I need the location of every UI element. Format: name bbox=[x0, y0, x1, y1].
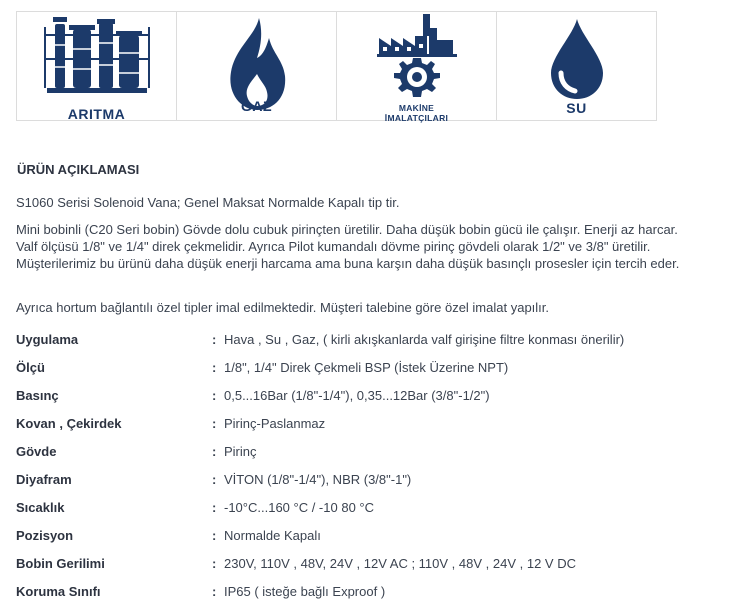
spec-value: 0,5...16Bar (1/8"-1/4"), 0,35...12Bar (3/8"-1/2") bbox=[224, 387, 490, 403]
factory-gear-icon bbox=[377, 14, 457, 100]
spec-table bbox=[16, 325, 624, 605]
spec-value: 230V, 110V , 48V, 24V , 12V AC ; 110V , 48V , 24V , 12 V DC bbox=[224, 555, 576, 571]
description-line-3: Müşterilerimiz bu ürünü daha düşük enerji harcama ama buna karşın daha düşük basınçlı prosesler için tercih eder. bbox=[16, 256, 680, 271]
spec-key: Koruma Sınıfı bbox=[16, 583, 101, 599]
spec-row bbox=[16, 521, 624, 549]
spec-row bbox=[16, 437, 624, 465]
spec-row bbox=[16, 577, 624, 605]
spec-separator: : bbox=[212, 499, 217, 515]
spec-key: Diyafram bbox=[16, 471, 72, 487]
category-tile-gaz[interactable] bbox=[176, 11, 337, 121]
spec-key: Basınç bbox=[16, 387, 59, 403]
water-drop-icon bbox=[547, 17, 607, 101]
spec-value: Hava , Su , Gaz, ( kirli akışkanlarda valf girişine filtre konması önerilir) bbox=[224, 331, 625, 347]
spec-value: IP65 ( isteğe bağlı Exproof ) bbox=[224, 583, 386, 599]
spec-separator: : bbox=[212, 359, 217, 375]
spec-separator: : bbox=[212, 555, 217, 571]
spec-separator: : bbox=[212, 527, 217, 543]
spec-value: Normalde Kapalı bbox=[224, 527, 321, 543]
category-tile-aritma[interactable] bbox=[16, 11, 177, 121]
spec-key: Kovan , Çekirdek bbox=[16, 415, 122, 431]
description-intro: S1060 Serisi Solenoid Vana; Genel Maksat Normalde Kapalı tip tir. bbox=[16, 195, 400, 210]
category-label-makine-line2: İMALATÇILARI bbox=[384, 113, 449, 123]
spec-key: Gövde bbox=[16, 443, 57, 459]
category-label-gaz: GAZ bbox=[240, 98, 273, 114]
section-title: ÜRÜN AÇIKLAMASI bbox=[17, 162, 140, 177]
category-label-su: SU bbox=[566, 100, 587, 116]
spec-separator: : bbox=[212, 443, 217, 459]
spec-value: VİTON (1/8"-1/4"), NBR (3/8"-1") bbox=[224, 471, 412, 487]
description-line-1: Mini bobinli (C20 Seri bobin) Gövde dolu cubuk pirinçten üretilir. Daha düşük bobin gücü ile çalışır. Enerji az harcar. bbox=[16, 222, 678, 237]
category-label-aritma: ARITMA bbox=[67, 106, 126, 122]
description-line-2: Valf ölçüsü 1/8" ve 1/4" direk çekmelidir. Ayrıca Pilot kumandalı dövme pirinç gövdeli olarak 1/2" ve 3/8" üretilir. bbox=[16, 239, 651, 254]
spec-key: Ölçü bbox=[16, 359, 45, 375]
spec-row bbox=[16, 381, 624, 409]
category-icons bbox=[16, 11, 660, 121]
category-label-makine-line1: MAKİNE bbox=[398, 103, 435, 113]
spec-value: -10°C...160 °C / -10 80 °C bbox=[224, 499, 374, 515]
spec-value: 1/8", 1/4" Direk Çekmeli BSP (İstek Üzerine NPT) bbox=[224, 359, 509, 375]
category-label-makine bbox=[337, 103, 496, 123]
spec-row bbox=[16, 465, 624, 493]
spec-row bbox=[16, 493, 624, 521]
spec-key: Sıcaklık bbox=[16, 499, 65, 515]
refinery-icon bbox=[43, 15, 151, 97]
spec-separator: : bbox=[212, 471, 217, 487]
spec-row bbox=[16, 325, 624, 353]
spec-separator: : bbox=[212, 583, 217, 599]
spec-separator: : bbox=[212, 331, 217, 347]
category-tile-su[interactable] bbox=[496, 11, 657, 121]
spec-value: Pirinç-Paslanmaz bbox=[224, 415, 326, 431]
category-tile-makine[interactable] bbox=[336, 11, 497, 121]
spec-key: Uygulama bbox=[16, 331, 79, 347]
description-note: Ayrıca hortum bağlantılı özel tipler imal edilmektedir. Müşteri talebine göre özel imalat yapılır. bbox=[16, 300, 550, 315]
spec-separator: : bbox=[212, 415, 217, 431]
spec-key: Pozisyon bbox=[16, 527, 74, 543]
spec-row bbox=[16, 549, 624, 577]
spec-row bbox=[16, 409, 624, 437]
spec-key: Bobin Gerilimi bbox=[16, 555, 105, 571]
spec-row bbox=[16, 353, 624, 381]
spec-separator: : bbox=[212, 387, 217, 403]
spec-value: Pirinç bbox=[224, 443, 257, 459]
